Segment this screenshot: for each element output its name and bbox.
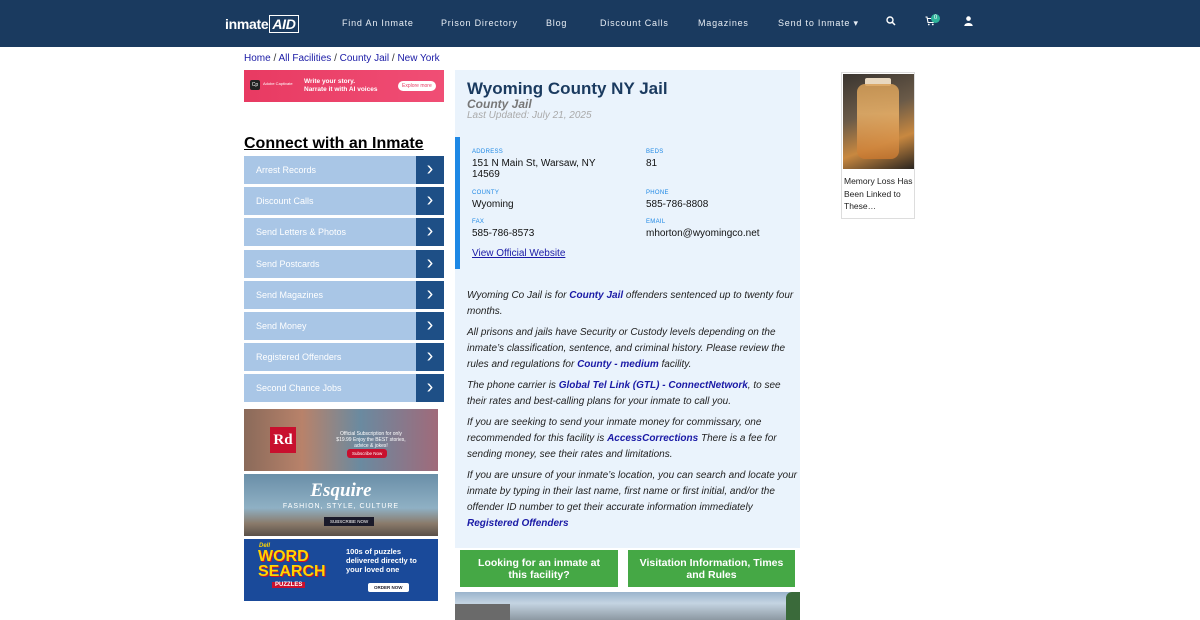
phone-value[interactable]: 585-786-8808 <box>646 199 709 210</box>
sidebar-item-label: Discount Calls <box>256 196 314 206</box>
facility-type: County Jail <box>467 97 532 111</box>
official-website-link[interactable]: View Official Website <box>472 248 566 259</box>
chevron-right-icon: › <box>416 374 444 402</box>
adobe-captivate-ad[interactable] <box>244 70 444 102</box>
sidebar-item-arrest-records[interactable] <box>244 156 444 184</box>
esquire-logo: Esquire <box>310 480 372 501</box>
facility-photo <box>455 592 800 620</box>
page-title: Wyoming County NY Jail <box>467 79 668 98</box>
find-inmate-button[interactable]: Looking for an inmate at this facility? <box>460 550 618 587</box>
ad-headline: Memory Loss Has Been Linked to These… <box>844 176 913 211</box>
user-icon[interactable] <box>964 16 973 29</box>
rd-ad-text: Official Subscription for only $19.99 Enjoy the BEST stories, advice & jokes! <box>336 431 406 449</box>
jar-shape <box>857 84 899 159</box>
ad-image <box>843 74 914 169</box>
memory-loss-ad[interactable] <box>841 72 915 219</box>
county-value: Wyoming <box>472 199 514 210</box>
sidebar-item-label: Send Postcards <box>256 259 320 269</box>
breadcrumb-new-york[interactable]: New York <box>397 53 440 64</box>
breadcrumb-all-facilities[interactable]: All Facilities <box>278 53 332 64</box>
chevron-right-icon: › <box>416 312 444 340</box>
text-segment: If you are seeking to send your inmate money for commissary, one recommended for this facility is <box>467 417 762 444</box>
text-segment: Wyoming Co Jail is for <box>467 290 570 301</box>
last-updated: Last Updated: July 21, 2025 <box>467 110 592 121</box>
description-paragraph-5 <box>467 468 797 532</box>
tree-shape <box>786 592 800 620</box>
breadcrumb <box>244 53 440 64</box>
description-paragraph-1 <box>467 288 797 320</box>
dell-word-search-ad[interactable] <box>244 539 438 601</box>
ad-brand: Adobe Captivate <box>263 81 293 86</box>
county-medium-link[interactable]: County - medium <box>577 359 659 370</box>
address-line1: 151 N Main St, Warsaw, NY <box>472 158 596 169</box>
readers-digest-ad[interactable] <box>244 409 438 471</box>
dell-brand: Dell <box>259 543 271 549</box>
fax-value: 585-786-8573 <box>472 228 535 239</box>
nav-discount-calls[interactable]: Discount Calls <box>600 18 669 28</box>
sidebar-item-send-money[interactable] <box>244 312 444 340</box>
address-label: ADDRESS <box>472 149 504 155</box>
esquire-tagline: FASHION, STYLE, CULTURE <box>282 503 400 510</box>
rd-subscribe-button[interactable]: Subscribe Now <box>347 449 387 458</box>
registered-offenders-link[interactable]: Registered Offenders <box>467 518 569 529</box>
sidebar-item-second-chance-jobs[interactable] <box>244 374 444 402</box>
nav-find-an-inmate[interactable]: Find An Inmate <box>342 18 414 28</box>
word-search-line1: WORD <box>258 548 309 565</box>
building-shape <box>455 604 510 620</box>
adobe-logo-icon: Cp <box>251 82 259 88</box>
chevron-right-icon: › <box>416 218 444 246</box>
sidebar-item-label: Send Money <box>256 321 307 331</box>
county-jail-link[interactable]: County Jail <box>569 290 624 301</box>
chevron-right-icon: › <box>416 281 444 309</box>
esquire-subscribe-button[interactable]: SUBSCRIBE NOW <box>324 517 374 526</box>
text-segment: facility. <box>658 359 692 370</box>
sidebar-item-label: Second Chance Jobs <box>256 383 342 393</box>
text-segment: There is a fee for sending money, see their rates and limitations. <box>467 433 777 460</box>
word-search-logo <box>258 549 326 579</box>
visitation-info-button[interactable]: Visitation Information, Times and Rules <box>628 550 795 587</box>
ad-text-line1: Write your story. <box>304 78 356 85</box>
breadcrumb-separator: / <box>334 53 337 64</box>
sidebar-item-send-postcards[interactable] <box>244 250 444 278</box>
nav-magazines[interactable]: Magazines <box>698 18 749 28</box>
nav-send-to-inmate-dropdown[interactable]: Send to Inmate ▾ <box>778 18 859 28</box>
sidebar-item-send-magazines[interactable] <box>244 281 444 309</box>
site-logo[interactable] <box>225 16 299 32</box>
esquire-ad[interactable] <box>244 474 438 536</box>
text-segment: All prisons and jails have Security or Custody levels depending on the inmate’s classification, sentence, and criminal history. Please review the rules and regulations for <box>467 327 786 370</box>
top-navbar <box>0 0 1200 47</box>
sidebar-item-label: Send Magazines <box>256 290 324 300</box>
fax-label: FAX <box>472 219 485 225</box>
nav-prison-directory[interactable]: Prison Directory <box>441 18 518 28</box>
ad-text-line2: Narrate it with AI voices <box>304 86 378 93</box>
breadcrumb-county-jail[interactable]: County Jail <box>339 53 390 64</box>
sidebar-item-label: Arrest Records <box>256 165 317 175</box>
gtl-connectnetwork-link[interactable]: Global Tel Link (GTL) - ConnectNetwork <box>558 380 748 391</box>
breadcrumb-separator: / <box>273 53 277 64</box>
logo-aid: AID <box>269 15 298 33</box>
search-icon[interactable] <box>886 16 896 29</box>
breadcrumb-home[interactable]: Home <box>244 53 271 64</box>
email-value[interactable]: mhorton@wyomingco.net <box>646 228 760 239</box>
ad-explore-button[interactable]: Explore more <box>398 81 436 91</box>
accesscorrections-link[interactable]: AccessCorrections <box>607 433 699 444</box>
dell-ad-text: 100s of puzzles delivered directly to your loved one <box>346 547 417 574</box>
sidebar-item-label: Registered Offenders <box>256 352 342 362</box>
description-paragraph-3 <box>467 378 797 410</box>
text-segment: , to see their rates and best-calling plans for your inmate to call you. <box>467 380 781 407</box>
sidebar-item-label: Send Letters & Photos <box>256 227 347 237</box>
email-label: EMAIL <box>646 219 666 225</box>
description-paragraph-4 <box>467 415 797 463</box>
sidebar-item-registered-offenders[interactable] <box>244 343 444 371</box>
ad-text <box>304 78 377 94</box>
nav-blog[interactable]: Blog <box>546 18 568 28</box>
chevron-right-icon: › <box>416 187 444 215</box>
chevron-right-icon: › <box>416 156 444 184</box>
cart-count-badge: 0 <box>931 14 940 23</box>
word-search-line2: SEARCH <box>258 563 326 580</box>
connect-with-inmate-title[interactable]: Connect with an Inmate <box>244 135 424 152</box>
readers-digest-logo: Rd <box>270 427 296 453</box>
logo-text: inmate <box>225 16 269 32</box>
description-paragraph-2 <box>467 325 797 373</box>
beds-label: BEDS <box>646 149 664 155</box>
beds-value: 81 <box>646 158 658 169</box>
address-line2: 14569 <box>472 169 500 180</box>
county-label: COUNTY <box>472 190 500 196</box>
chevron-right-icon: › <box>416 343 444 371</box>
dell-order-button[interactable]: ORDER NOW <box>368 583 409 592</box>
text-segment: If you are unsure of your inmate’s location, you can search and locate your inmate by typing in their last name, first name or first initial, and/or the offender ID number to get their accurate information immediately <box>467 470 798 513</box>
breadcrumb-separator: / <box>391 53 395 64</box>
text-segment: offenders sentenced up to twenty four months. <box>467 290 794 317</box>
sidebar-item-send-letters[interactable] <box>244 218 444 246</box>
text-segment: The phone carrier is <box>467 380 559 391</box>
chevron-right-icon: › <box>416 250 444 278</box>
sidebar-item-discount-calls[interactable] <box>244 187 444 215</box>
puzzles-label: PUZZLES <box>272 582 305 588</box>
phone-label: PHONE <box>646 190 669 196</box>
